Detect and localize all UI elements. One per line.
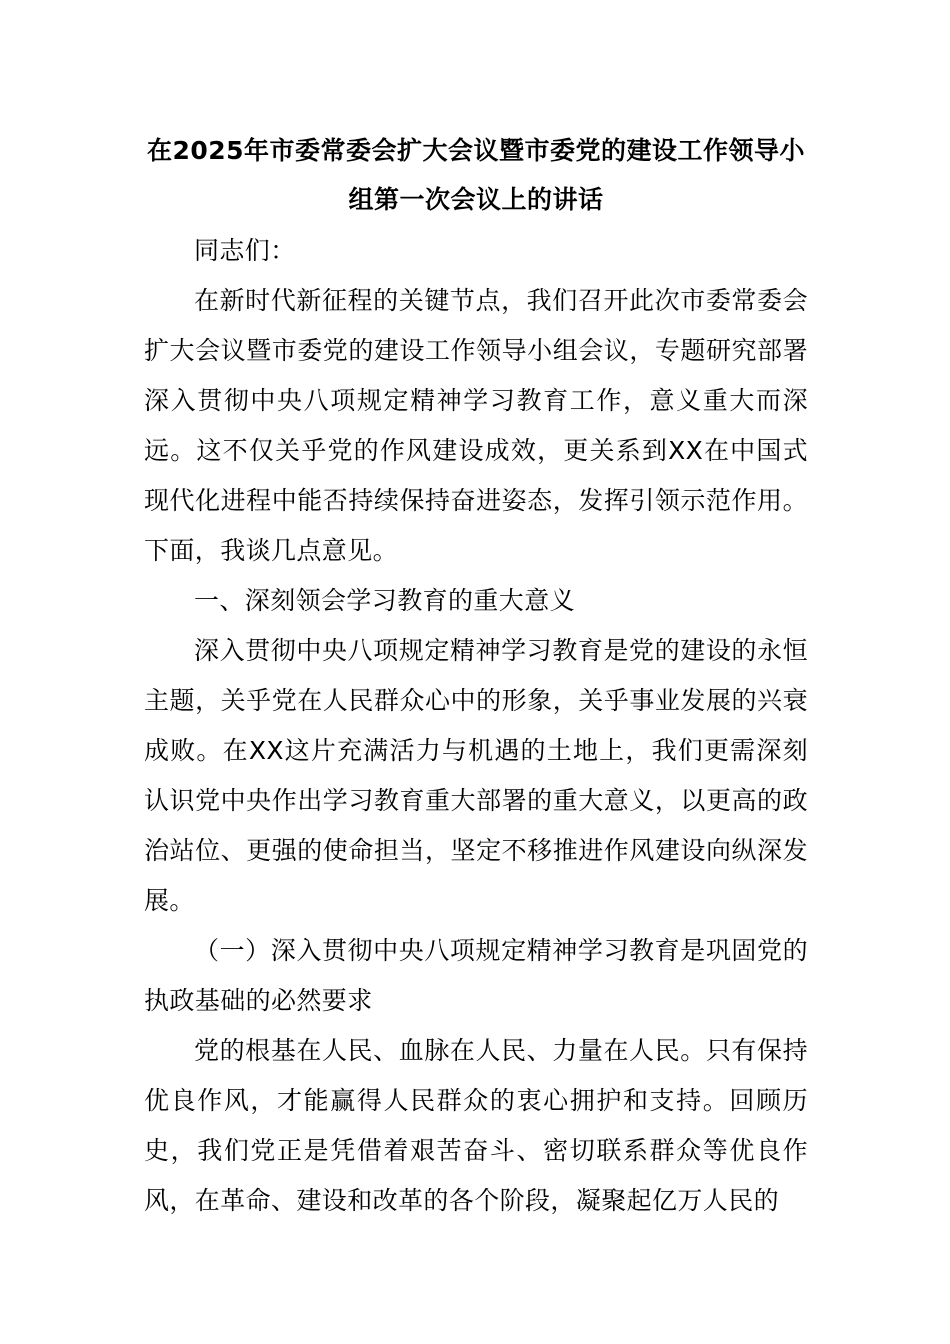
document-page	[144, 126, 808, 1226]
subsection-1-paragraph: 党的根基在人民、血脉在人民、力量在人民。只有保持优良作风，才能赢得人民群众的衷心拥护和支持。回顾历史，我们党正是凭借着艰苦奋斗、密切联系群众等优良作风，在革命、建设和改革的各个阶段，凝聚起亿万人民的	[144, 1036, 808, 1215]
section-heading-1: 一、深刻领会学习教育的重大意义	[194, 586, 576, 615]
document-title: 在2025年市委常委会扩大会议暨市委党的建设工作领导小组第一次会议上的讲话	[146, 136, 806, 214]
subsection-heading-1: （一）深入贯彻中央八项规定精神学习教育是巩固党的执政基础的必然要求	[144, 936, 808, 1015]
intro-paragraph: 在新时代新征程的关键节点，我们召开此次市委常委会扩大会议暨市委党的建设工作领导小组会议，专题研究部署深入贯彻中央八项规定精神学习教育工作，意义重大而深远。这不仅关乎党的作风建设成效，更关系到XX在中国式现代化进程中能否持续保持奋进姿态，发挥引领示范作用。下面，我谈几点意见。	[144, 286, 808, 565]
salutation: 同志们：	[194, 236, 296, 265]
section-1-paragraph: 深入贯彻中央八项规定精神学习教育是党的建设的永恒主题，关乎党在人民群众心中的形象，关乎事业发展的兴衰成败。在XX这片充满活力与机遇的土地上，我们更需深刻认识党中央作出学习教育重大部署的重大意义，以更高的政治站位、更强的使命担当，坚定不移推进作风建设向纵深发展。	[144, 636, 808, 915]
